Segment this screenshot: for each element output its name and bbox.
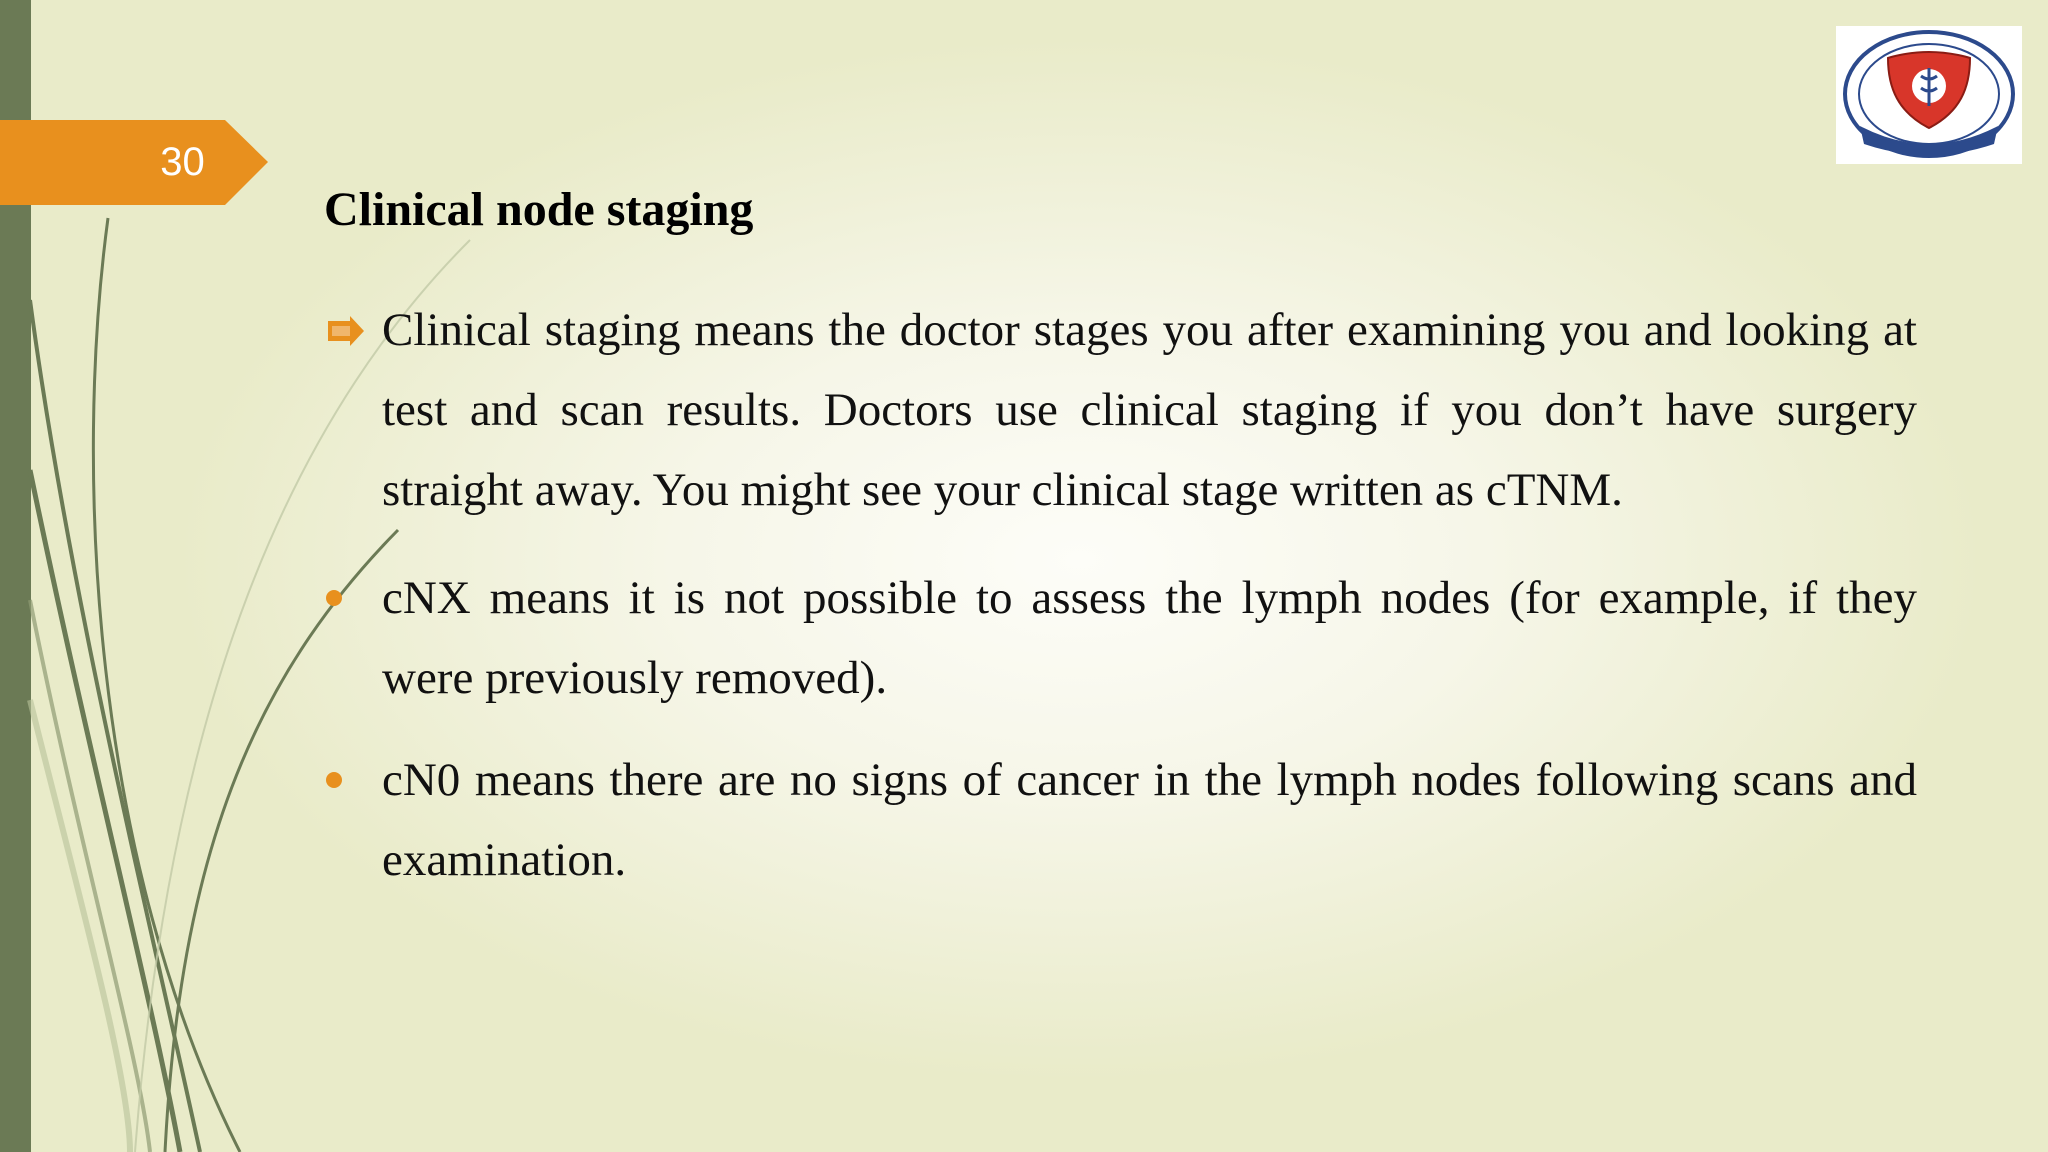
- bullet-text: Clinical staging means the doctor stages you after examining you and looking at test and scan results. Doctors use clinical staging if you don’t have surgery straight away. You might see your clinical stage written as cTNM.: [382, 304, 1917, 516]
- slide-title: Clinical node staging: [324, 183, 754, 236]
- dot-bullet-icon: [326, 772, 342, 788]
- seal-icon: [1836, 26, 2022, 164]
- bullet-text: cNX means it is not possible to assess the lymph nodes (for example, if they were previously removed).: [382, 572, 1917, 704]
- arrow-bullet-icon: [328, 316, 364, 346]
- bullet-item-cnx: [324, 558, 1917, 718]
- slide-number: 30: [160, 140, 205, 184]
- bullet-item-cn0: [324, 740, 1917, 900]
- bullet-text: cN0 means there are no signs of cancer in the lymph nodes following scans and examination.: [382, 754, 1917, 886]
- bullet-item-clinical-staging: [324, 290, 1917, 530]
- slide-body: [324, 290, 1917, 900]
- university-logo: [1836, 26, 2022, 164]
- dot-bullet-icon: [326, 590, 342, 606]
